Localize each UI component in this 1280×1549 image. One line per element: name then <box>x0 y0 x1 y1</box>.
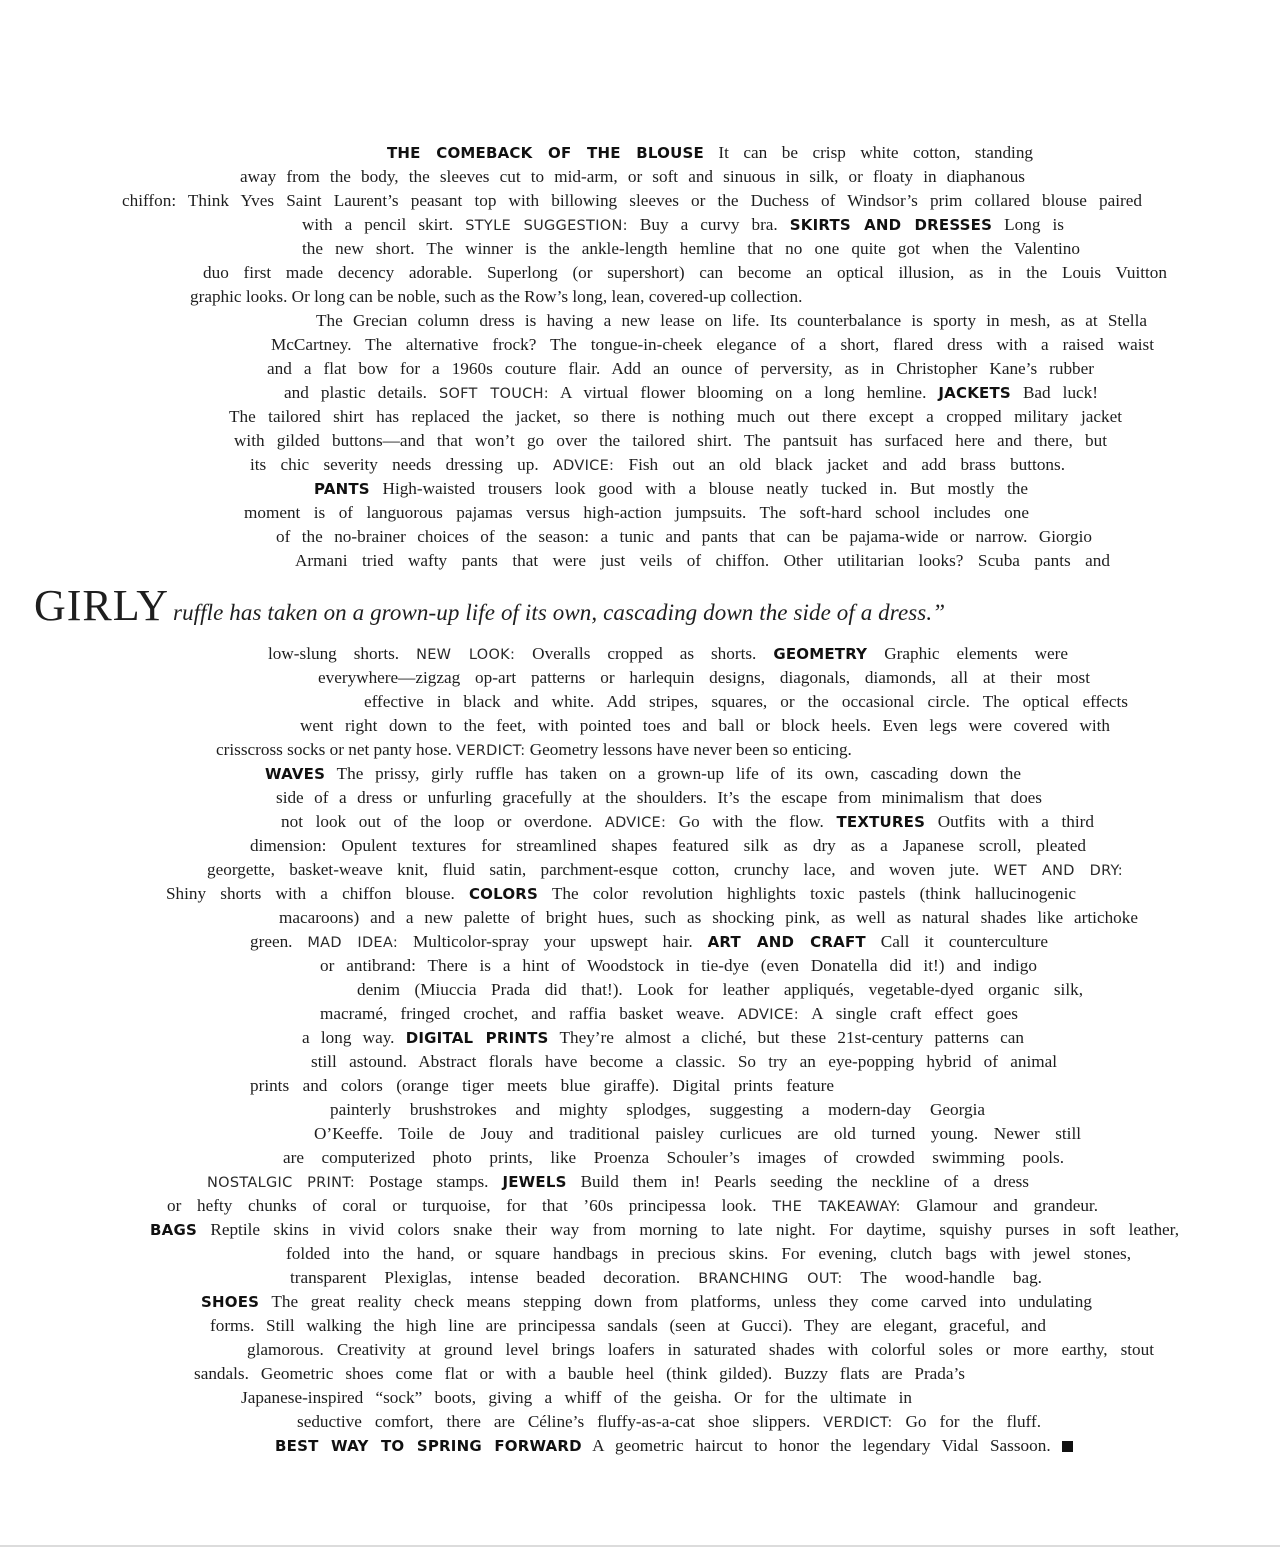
body-text: denim (Miuccia Prada did that!). Look for leather appliqués, vegetable-dyed organic silk, <box>357 980 1083 999</box>
section-label: ADVICE: <box>552 458 615 474</box>
text-line <box>190 285 802 309</box>
text-line <box>207 858 1123 882</box>
text-line <box>283 1146 1064 1170</box>
section-heading: BEST WAY TO SPRING FORWARD <box>275 1437 582 1455</box>
body-text: Buy a curvy bra. <box>627 215 790 234</box>
body-text: moment is of languorous pajamas versus high-action jumpsuits. The soft-hard school includes one <box>244 503 1029 522</box>
section-heading: GEOMETRY <box>773 645 868 663</box>
body-text: went right down to the feet, with pointed toes and ball or block heels. Even legs were covered with <box>300 716 1110 735</box>
body-text: or hefty chunks of coral or turquoise, for that ’60s principessa look. <box>167 1196 773 1215</box>
body-text: Call it counterculture <box>865 932 1048 951</box>
body-text: Outfits with a third <box>925 812 1094 831</box>
text-line <box>203 261 1167 285</box>
section-heading: JACKETS <box>938 384 1011 402</box>
page-bottom-rule <box>0 1545 1280 1547</box>
body-text: its chic severity needs dressing up. <box>250 455 553 474</box>
text-line <box>330 1098 985 1122</box>
body-text: are computerized photo prints, like Proenza Schouler’s images of crowded swimming pools. <box>283 1148 1064 1167</box>
body-text: Japanese-inspired “sock” boots, giving a whiff of the geisha. Or for the ultimate in <box>241 1388 912 1407</box>
section-label: ADVICE: <box>604 815 667 831</box>
body-text: folded into the hand, or square handbags in precious skins. For evening, clutch bags with jewel stones, <box>286 1244 1131 1263</box>
body-text: painterly brushstrokes and mighty splodges, suggesting a modern-day Georgia <box>330 1100 985 1119</box>
text-line <box>267 357 1094 381</box>
text-line <box>316 309 1147 333</box>
body-text: of the no-brainer choices of the season: a tunic and pants that can be pajama-wide or narrow. Giorgio <box>276 527 1092 546</box>
body-text: the new short. The winner is the ankle-length hemline that no one quite got when the Valentino <box>302 239 1080 258</box>
section-label: NEW LOOK: <box>416 647 516 663</box>
body-text: effective in black and white. Add stripes, squares, or the occasional circle. The optical effects <box>364 692 1128 711</box>
body-text: The Grecian column dress is having a new lease on life. Its counterbalance is sporty in mesh, as at Stella <box>316 311 1147 330</box>
text-line <box>275 1434 1073 1458</box>
section-heading: WAVES <box>265 765 326 783</box>
body-text: A virtual flower blooming on a long hemline. <box>548 383 939 402</box>
body-text: The great reality check means stepping down from platforms, unless they come carved into undulating <box>259 1292 1092 1311</box>
text-line <box>241 1386 912 1410</box>
text-line <box>268 642 1068 666</box>
body-text: Graphic elements were <box>867 644 1068 663</box>
section-heading: COLORS <box>468 885 539 903</box>
text-line <box>314 477 1028 501</box>
body-text: They’re almost a cliché, but these 21st-century patterns can <box>548 1028 1024 1047</box>
body-text: duo first made decency adorable. Superlong (or supershort) can become an optical illusion, as in the Louis Vuitton <box>203 263 1167 282</box>
text-line <box>244 501 1029 525</box>
body-text: dimension: Opulent textures for streamlined shapes featured silk as dry as a Japanese scroll, pleated <box>250 836 1086 855</box>
text-line <box>210 1314 1046 1338</box>
text-line <box>167 1194 1098 1218</box>
text-line <box>295 549 1110 573</box>
text-line <box>302 1026 1024 1050</box>
body-text: Armani tried wafty pants that were just veils of chiffon. Other utilitarian looks? Scuba pants and <box>295 551 1110 570</box>
body-text: prints and colors (orange tiger meets blue giraffe). Digital prints feature <box>250 1076 834 1095</box>
body-text: Shiny shorts with a chiffon blouse. <box>166 884 469 903</box>
body-text: low-slung shorts. <box>268 644 417 663</box>
body-text: with a pencil skirt. <box>302 215 466 234</box>
section-heading: BAGS <box>150 1221 197 1239</box>
text-line <box>216 738 852 762</box>
text-line <box>194 1362 965 1386</box>
body-text: transparent Plexiglas, intense beaded decoration. <box>290 1268 699 1287</box>
body-text: and a flat bow for a 1960s couture flair. Add an ounce of perversity, as in Christopher Kane’s rubber <box>267 359 1094 378</box>
section-label: SOFT TOUCH: <box>438 386 549 402</box>
body-text: graphic looks. Or long can be noble, such as the Row’s long, lean, covered-up collection. <box>190 287 803 306</box>
text-line <box>166 882 1076 906</box>
body-text: sandals. Geometric shoes come flat or with a bauble heel (think gilded). Buzzy flats are Prada’s <box>194 1364 965 1383</box>
body-text: Reptile skins in vivid colors snake their way from morning to late night. For daytime, squishy purses in soft leather, <box>196 1220 1179 1239</box>
section-label: BRANCHING OUT: <box>698 1271 843 1287</box>
text-line <box>302 213 1064 237</box>
text-line <box>250 930 1048 954</box>
body-text: macramé, fringed crochet, and raffia basket weave. <box>320 1004 738 1023</box>
text-line <box>276 786 1042 810</box>
pull-quote-drop-word: GIRLY <box>34 581 170 630</box>
text-line <box>150 1218 1179 1242</box>
section-heading: SKIRTS AND DRESSES <box>789 216 993 234</box>
body-text: georgette, basket-weave knit, fluid satin, parchment-esque cotton, crunchy lace, and woven jute. <box>207 860 994 879</box>
body-text: green. <box>250 932 308 951</box>
text-line <box>247 1338 1154 1362</box>
text-line <box>302 237 1080 261</box>
body-text: forms. Still walking the high line are principessa sandals (seen at Gucci). They are elegant, graceful, and <box>210 1316 1046 1335</box>
text-line <box>318 666 1090 690</box>
text-line <box>279 906 1138 930</box>
body-text: and plastic details. <box>284 383 439 402</box>
body-text: Go for the fluff. <box>892 1412 1041 1431</box>
body-text: The prissy, girly ruffle has taken on a grown-up life of its own, cascading down the <box>325 764 1021 783</box>
text-line <box>286 1242 1131 1266</box>
section-heading: SHOES <box>201 1293 260 1311</box>
section-label: THE TAKEAWAY: <box>772 1199 901 1215</box>
body-text: everywhere—zigzag op-art patterns or harlequin designs, diagonals, diamonds, all at their most <box>318 668 1090 687</box>
body-text: Glamour and grandeur. <box>900 1196 1098 1215</box>
body-text: still astound. Abstract florals have become a classic. So try an eye-popping hybrid of animal <box>311 1052 1057 1071</box>
body-text: with gilded buttons—and that won’t go over the tailored shirt. The pantsuit has surfaced here and there, but <box>234 431 1107 450</box>
body-text: Long is <box>992 215 1064 234</box>
text-line <box>364 690 1128 714</box>
section-heading: ART AND CRAFT <box>707 933 866 951</box>
text-line <box>297 1410 1041 1434</box>
body-text: crisscross socks or net panty hose. <box>216 740 457 759</box>
section-heading: JEWELS <box>502 1173 567 1191</box>
body-text: seductive comfort, there are Céline’s fluffy-as-a-cat shoe slippers. <box>297 1412 824 1431</box>
text-line <box>276 525 1092 549</box>
body-text: Bad luck! <box>1010 383 1098 402</box>
body-text: The tailored shirt has replaced the jacket, so there is nothing much out there except a cropped military jacket <box>229 407 1122 426</box>
text-line <box>250 1074 834 1098</box>
body-text: not look out of the loop or overdone. <box>281 812 605 831</box>
body-text: High-waisted trousers look good with a blouse neatly tucked in. But mostly the <box>369 479 1028 498</box>
text-line <box>357 978 1083 1002</box>
body-text: A geometric haircut to honor the legendary Vidal Sassoon. <box>581 1436 1062 1455</box>
body-text: Overalls cropped as shorts. <box>515 644 774 663</box>
text-line <box>387 141 1033 165</box>
text-line <box>311 1050 1057 1074</box>
body-text: It can be crisp white cotton, standing <box>703 143 1034 162</box>
body-text: A single craft effect goes <box>798 1004 1018 1023</box>
section-heading: THE COMEBACK OF THE BLOUSE <box>387 144 704 162</box>
text-line <box>314 1122 1081 1146</box>
pull-quote <box>34 578 1234 634</box>
text-line <box>234 429 1107 453</box>
text-line <box>284 381 1098 405</box>
body-text: away from the body, the sleeves cut to mid-arm, or soft and sinuous in silk, or floaty in diaphanous <box>240 167 1025 186</box>
body-text: glamorous. Creativity at ground level brings loafers in saturated shades with colorful soles or more earthy, stout <box>247 1340 1154 1359</box>
text-line <box>250 453 1065 477</box>
text-line <box>229 405 1122 429</box>
text-line <box>320 1002 1018 1026</box>
body-text: Postage stamps. <box>355 1172 503 1191</box>
pull-quote-text: ruffle has taken on a grown-up life of its own, cascading down the side of a dress.” <box>173 600 946 625</box>
text-line <box>290 1266 1042 1290</box>
body-text: McCartney. The alternative frock? The tongue-in-cheek elegance of a short, flared dress with a raised waist <box>271 335 1154 354</box>
section-label: STYLE SUGGESTION: <box>465 218 628 234</box>
body-text: Geometry lessons have never been so enticing. <box>525 740 852 759</box>
body-text: Multicolor-spray your upswept hair. <box>398 932 708 951</box>
section-label: MAD IDEA: <box>307 935 399 951</box>
body-text: The wood-handle bag. <box>842 1268 1042 1287</box>
body-text: side of a dress or unfurling gracefully at the shoulders. It’s the escape from minimalism that does <box>276 788 1042 807</box>
section-label: VERDICT: <box>456 743 526 759</box>
section-heading: PANTS <box>314 480 370 498</box>
end-mark-icon <box>1062 1441 1073 1452</box>
body-text: chiffon: Think Yves Saint Laurent’s peasant top with billowing sleeves or the Duchess of Windsor’s prim collared blouse paired <box>122 191 1142 210</box>
text-line <box>122 189 1142 213</box>
section-label: NOSTALGIC PRINT: <box>207 1175 356 1191</box>
text-line <box>207 1170 1029 1194</box>
text-line <box>320 954 1037 978</box>
text-line <box>250 834 1086 858</box>
body-text: Fish out an old black jacket and add brass buttons. <box>614 455 1065 474</box>
body-text: or antibrand: There is a hint of Woodstock in tie-dye (even Donatella did it!) and indigo <box>320 956 1037 975</box>
body-text: O’Keeffe. Toile de Jouy and traditional paisley curlicues are old turned young. Newer still <box>314 1124 1081 1143</box>
body-text: Go with the flow. <box>666 812 837 831</box>
text-line <box>201 1290 1092 1314</box>
section-label: WET AND DRY: <box>993 863 1123 879</box>
section-heading: DIGITAL PRINTS <box>405 1029 549 1047</box>
text-line <box>281 810 1094 834</box>
section-label: VERDICT: <box>823 1415 893 1431</box>
section-label: ADVICE: <box>737 1007 799 1023</box>
text-line <box>265 762 1021 786</box>
body-text: The color revolution highlights toxic pastels (think hallucinogenic <box>538 884 1077 903</box>
body-text: a long way. <box>302 1028 406 1047</box>
body-text: macaroons) and a new palette of bright hues, such as shocking pink, as well as natural shades like artichoke <box>279 908 1138 927</box>
text-line <box>271 333 1154 357</box>
section-heading: TEXTURES <box>836 813 926 831</box>
body-text: Build them in! Pearls seeding the neckline of a dress <box>566 1172 1029 1191</box>
text-line <box>240 165 1025 189</box>
text-line <box>300 714 1110 738</box>
